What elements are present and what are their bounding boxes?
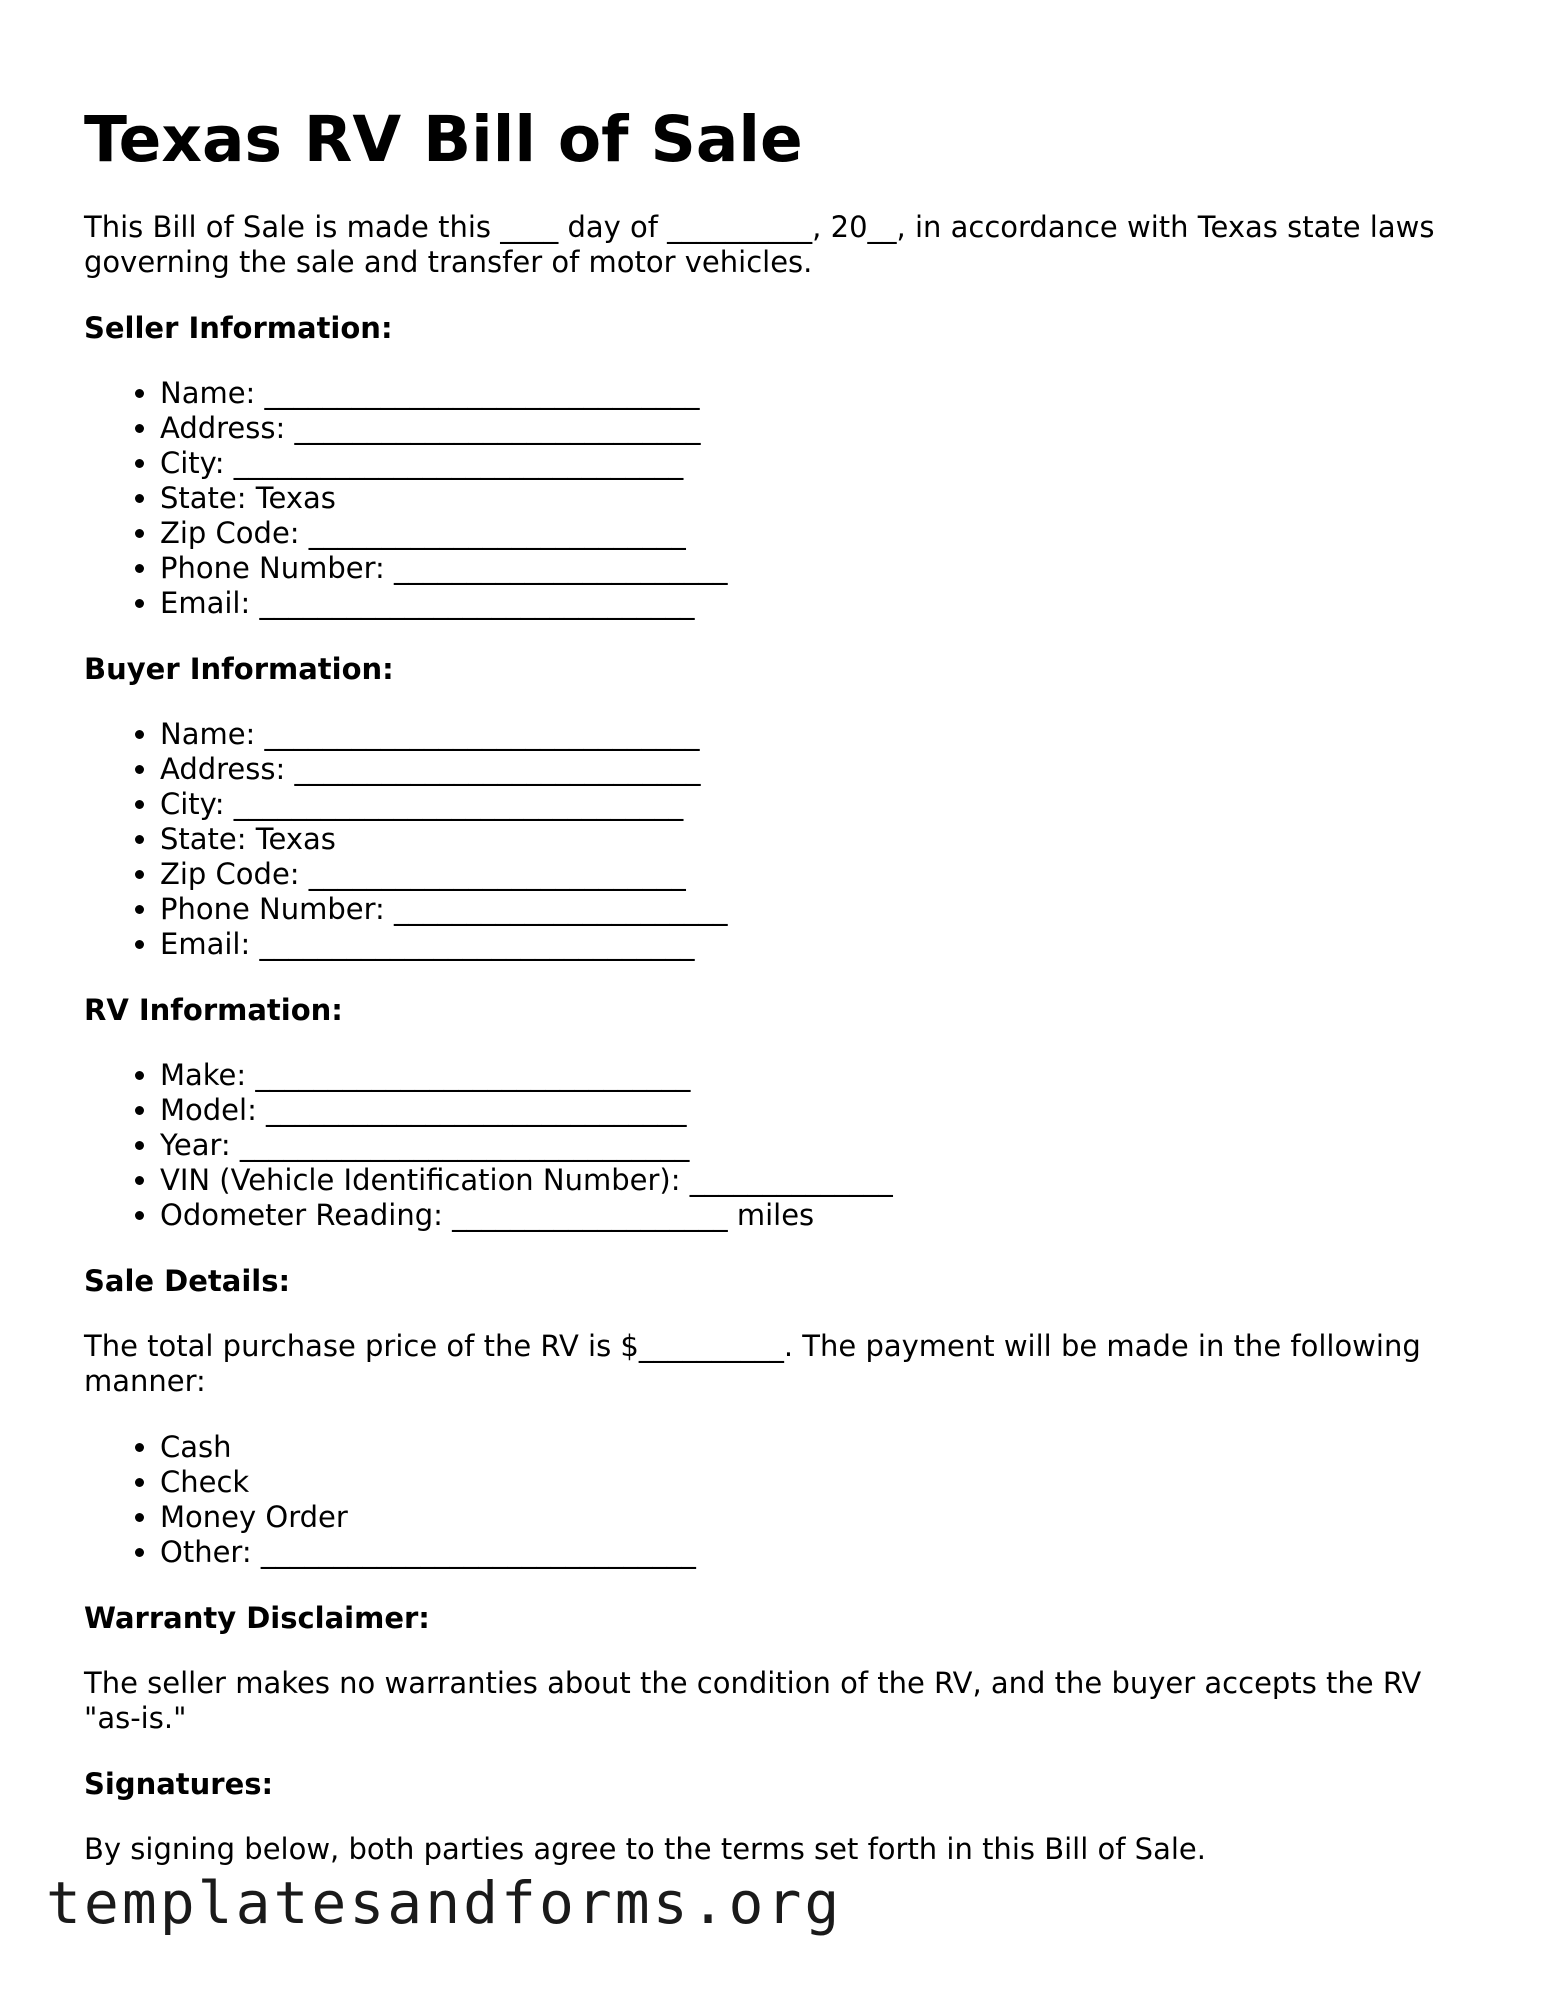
watermark-text: templatesandforms.org [46,1869,843,1937]
seller-zip-field: • Zip Code: __________________________ [160,516,1474,551]
rv-list [84,1058,1474,1233]
payment-cash: • Cash [160,1430,1474,1465]
buyer-address-field: • Address: ____________________________ [160,752,1474,787]
document-page [84,100,1474,1867]
document-title: Texas RV Bill of Sale [84,103,803,176]
payment-method-list [84,1430,1474,1570]
sale-paragraph: The total purchase price of the RV is $__________. The payment will be made in the following manner: [84,1329,1421,1398]
payment-money-order: • Money Order [160,1500,1474,1535]
rv-heading: RV Information: [84,993,343,1027]
rv-year-field: • Year: _______________________________ [160,1128,1474,1163]
rv-odometer-field: • Odometer Reading: ___________________ miles [160,1198,1474,1233]
buyer-list [84,717,1474,962]
payment-other-field: • Other: ______________________________ [160,1535,1474,1570]
payment-check: • Check [160,1465,1474,1500]
sale-heading: Sale Details: [84,1264,291,1298]
seller-phone-field: • Phone Number: _______________________ [160,551,1474,586]
rv-vin-field: • VIN (Vehicle Identification Number): ______________ [160,1163,1474,1198]
seller-email-field: • Email: ______________________________ [160,586,1474,621]
buyer-city-field: • City: _______________________________ [160,787,1474,822]
buyer-state-field: • State: Texas [160,822,1474,857]
seller-heading: Seller Information: [84,311,393,345]
seller-state-field: • State: Texas [160,481,1474,516]
seller-list [84,376,1474,621]
warranty-paragraph: The seller makes no warranties about the condition of the RV, and the buyer accepts the RV "as-is." [84,1666,1422,1735]
seller-name-field: • Name: ______________________________ [160,376,1474,411]
buyer-email-field: • Email: ______________________________ [160,927,1474,962]
buyer-phone-field: • Phone Number: _______________________ [160,892,1474,927]
seller-address-field: • Address: ____________________________ [160,411,1474,446]
intro-paragraph: This Bill of Sale is made this ____ day of __________, 20__, in accordance with Texas state laws governing the sale and transfer of motor vehicles. [84,210,1435,279]
rv-model-field: • Model: _____________________________ [160,1093,1474,1128]
seller-city-field: • City: _______________________________ [160,446,1474,481]
rv-make-field: • Make: ______________________________ [160,1058,1474,1093]
buyer-zip-field: • Zip Code: __________________________ [160,857,1474,892]
signatures-paragraph: By signing below, both parties agree to the terms set forth in this Bill of Sale. [84,1832,1206,1866]
buyer-name-field: • Name: ______________________________ [160,717,1474,752]
buyer-heading: Buyer Information: [84,652,394,686]
signatures-heading: Signatures: [84,1767,274,1801]
warranty-heading: Warranty Disclaimer: [84,1601,430,1635]
